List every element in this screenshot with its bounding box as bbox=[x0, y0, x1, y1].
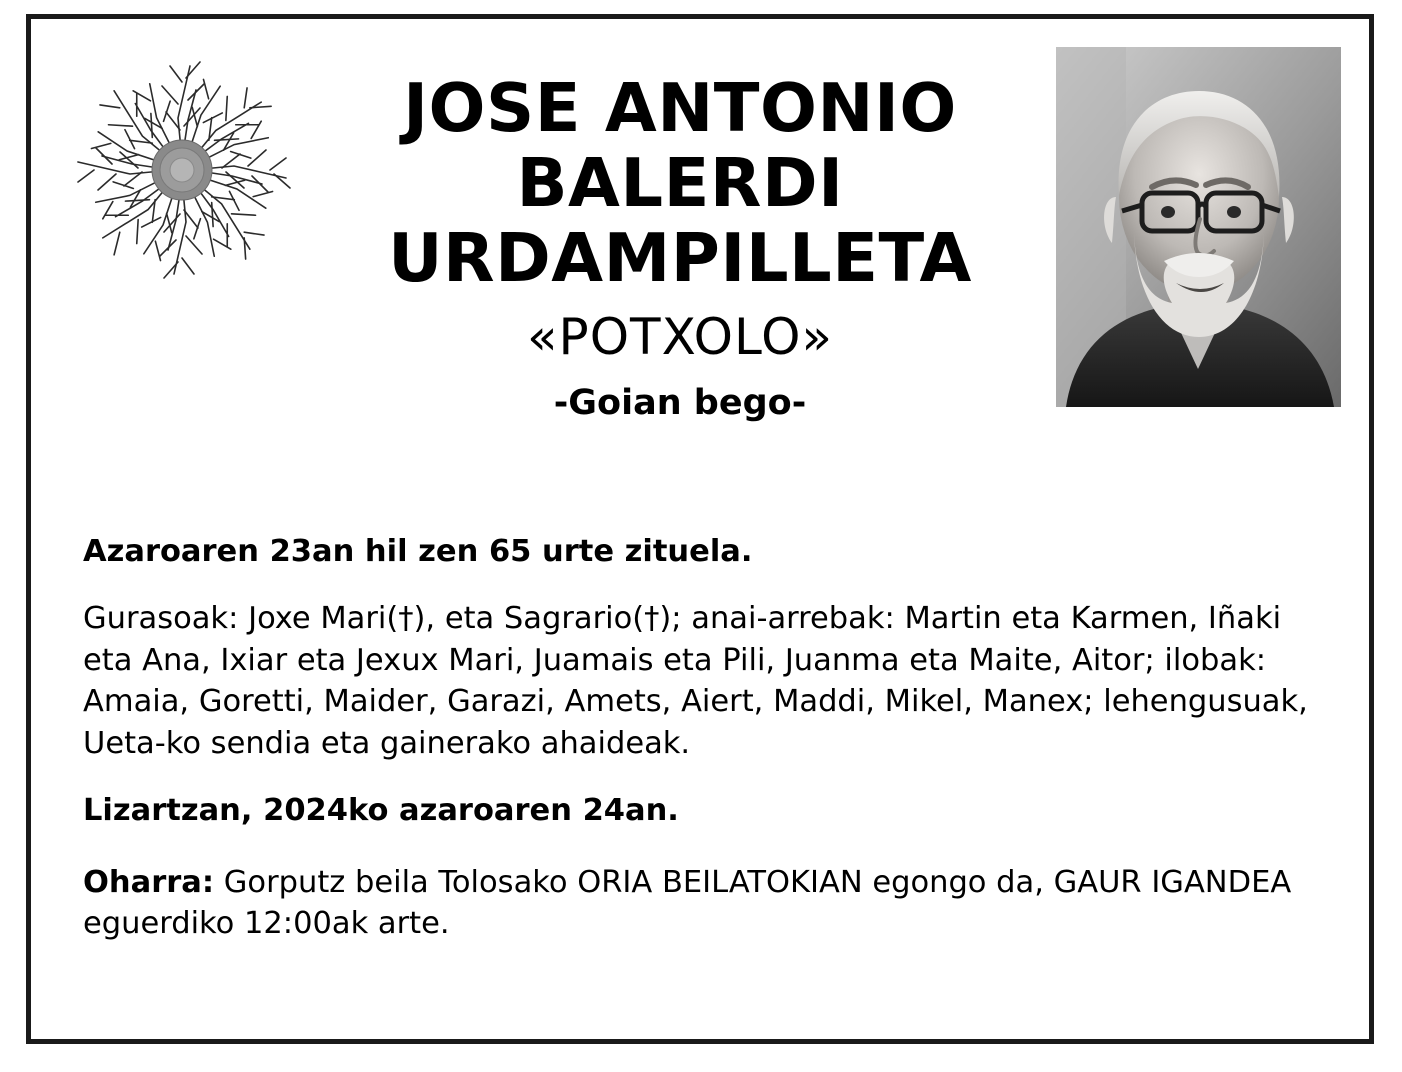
deceased-name-line-1: JOSE ANTONIO bbox=[403, 69, 957, 147]
deceased-name-line-3: URDAMPILLETA bbox=[388, 219, 972, 298]
note-label: Oharra: bbox=[83, 864, 215, 900]
family-line: Gurasoak: Joxe Mari(†), eta Sagrario(†); anai-arrebak: Martin eta Karmen, Iñaki eta Ana, Ixiar eta Jexux Mari, Juamais eta Pili, Juanma eta Maite, Aitor; ilobak: Amaia, Goretti, Maider, Garazi, Amets, Aiert, Maddi, Mikel, Manex; lehengusuak, Ueta-ko sendia eta gainerako ahaideak. bbox=[83, 601, 1308, 761]
note-line bbox=[83, 862, 1317, 945]
epitaph-text: -Goian bego- bbox=[553, 383, 807, 424]
thistle-eguzkilore-icon bbox=[57, 45, 307, 295]
notice-body bbox=[83, 531, 1317, 945]
obituary-notice-card bbox=[26, 14, 1374, 1044]
deceased-name-block bbox=[331, 71, 1029, 423]
deceased-alias: «POTXOLO» bbox=[526, 308, 834, 367]
notice-header bbox=[31, 19, 1369, 499]
notice-inner bbox=[31, 19, 1369, 1039]
deceased-name-line-2: BALERDI bbox=[516, 144, 844, 223]
death-line: Azaroaren 23an hil zen 65 urte zituela. bbox=[83, 534, 753, 569]
portrait-photo bbox=[1056, 47, 1341, 407]
note-text: Gorputz beila Tolosako ORIA BEILATOKIAN egongo da, GAUR IGANDEA eguerdiko 12:00ak arte. bbox=[83, 864, 1292, 942]
place-date-line: Lizartzan, 2024ko azaroaren 24an. bbox=[83, 793, 679, 829]
